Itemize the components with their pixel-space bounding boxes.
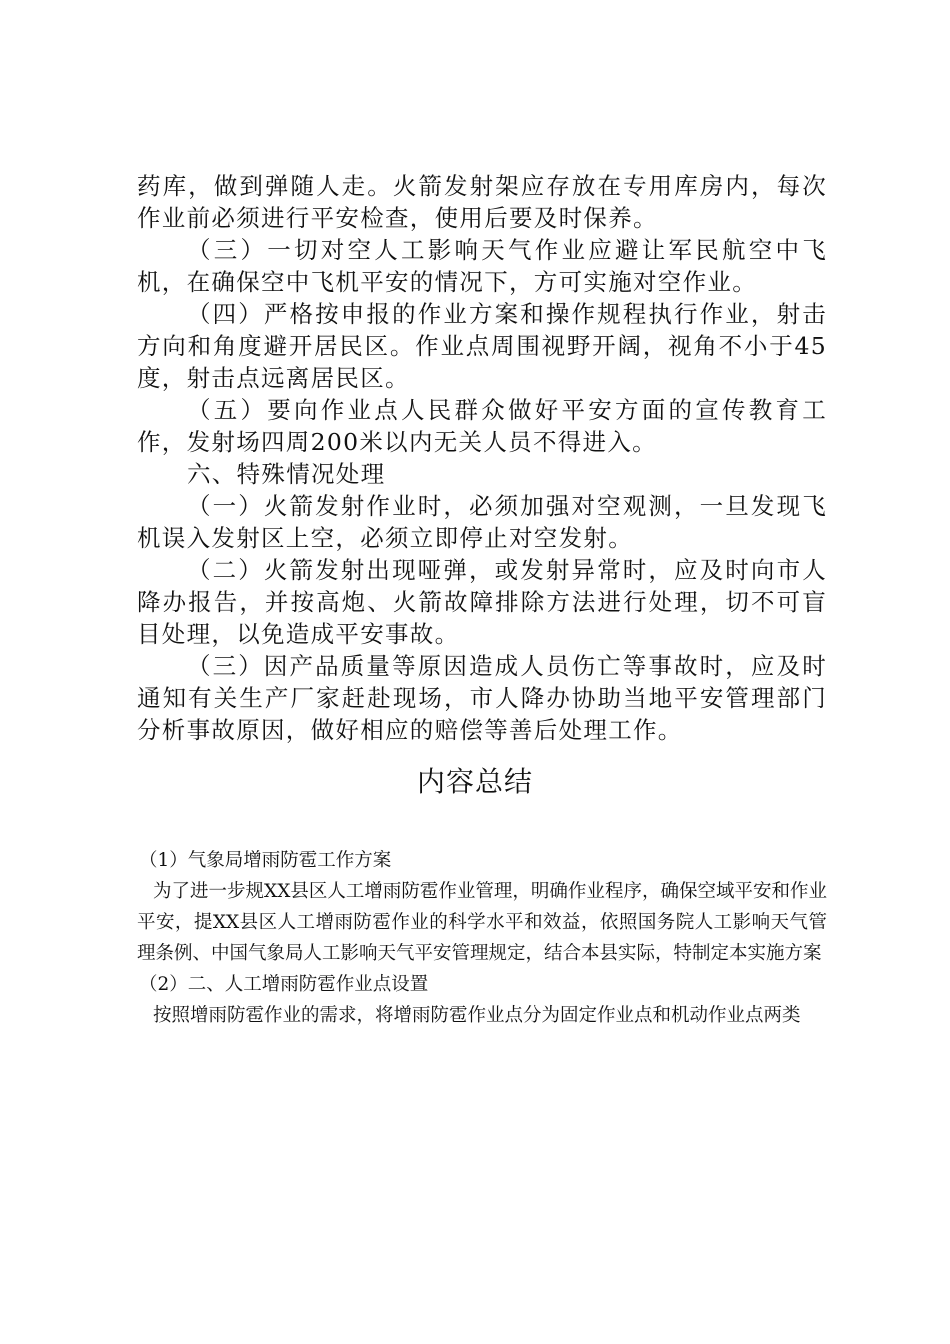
paragraph-item-4-direction: （四）严格按申报的作业方案和操作规程执行作业，射击方向和角度避开居民区。作业点周围视野开阔，视角不小于45度，射击点远离居民区。 <box>137 300 827 392</box>
paragraph-item-3-airspace: （三）一切对空人工影响天气作业应避让军民航空中飞机，在确保空中飞机平安的情况下，方可实施对空作业。 <box>137 236 827 296</box>
summary-heading-2: （2）二、人工增雨防雹作业点设置 <box>139 974 429 995</box>
body-text <box>137 170 827 746</box>
paragraph-special-1: （一）火箭发射作业时，必须加强对空观测，一旦发现飞机误入发射区上空，必须立即停止对空发射。 <box>137 492 827 552</box>
summary-heading-1: （1）气象局增雨防雹工作方案 <box>139 850 392 871</box>
paragraph-continuation: 药库，做到弹随人走。火箭发射架应存放在专用库房内，每次作业前必须进行平安检查，使用后要及时保养。 <box>137 172 827 232</box>
summary-content-1: 为了进一步规XX县区人工增雨防雹作业管理，明确作业程序，确保空域平安和作业平安，提XX县区人工增雨防雹作业的科学水平和效益，依照国务院人工影响天气管理条例、中国气象局人工影响天气平安管理规定，结合本县实际，特制定本实施方案 <box>137 881 827 964</box>
paragraph-special-3: （三）因产品质量等原因造成人员伤亡等事故时，应及时通知有关生产厂家赶赴现场，市人降办协助当地平安管理部门分析事故原因，做好相应的赔偿等善后处理工作。 <box>137 652 827 744</box>
paragraph-item-5-education: （五）要向作业点人民群众做好平安方面的宣传教育工作，发射场四周200米以内无关人员不得进入。 <box>137 396 827 456</box>
summary-content-2: 按照增雨防雹作业的需求，将增雨防雹作业点分为固定作业点和机动作业点两类 <box>153 1005 801 1026</box>
paragraph-special-2: （二）火箭发射出现哑弹，或发射异常时，应及时向市人降办报告，并按高炮、火箭故障排除方法进行处理，切不可盲目处理，以免造成平安事故。 <box>137 556 827 648</box>
summary-section <box>137 845 827 1031</box>
summary-title: 内容总结 <box>416 765 533 798</box>
section-heading-special-handling: 六、特殊情况处理 <box>187 460 386 488</box>
